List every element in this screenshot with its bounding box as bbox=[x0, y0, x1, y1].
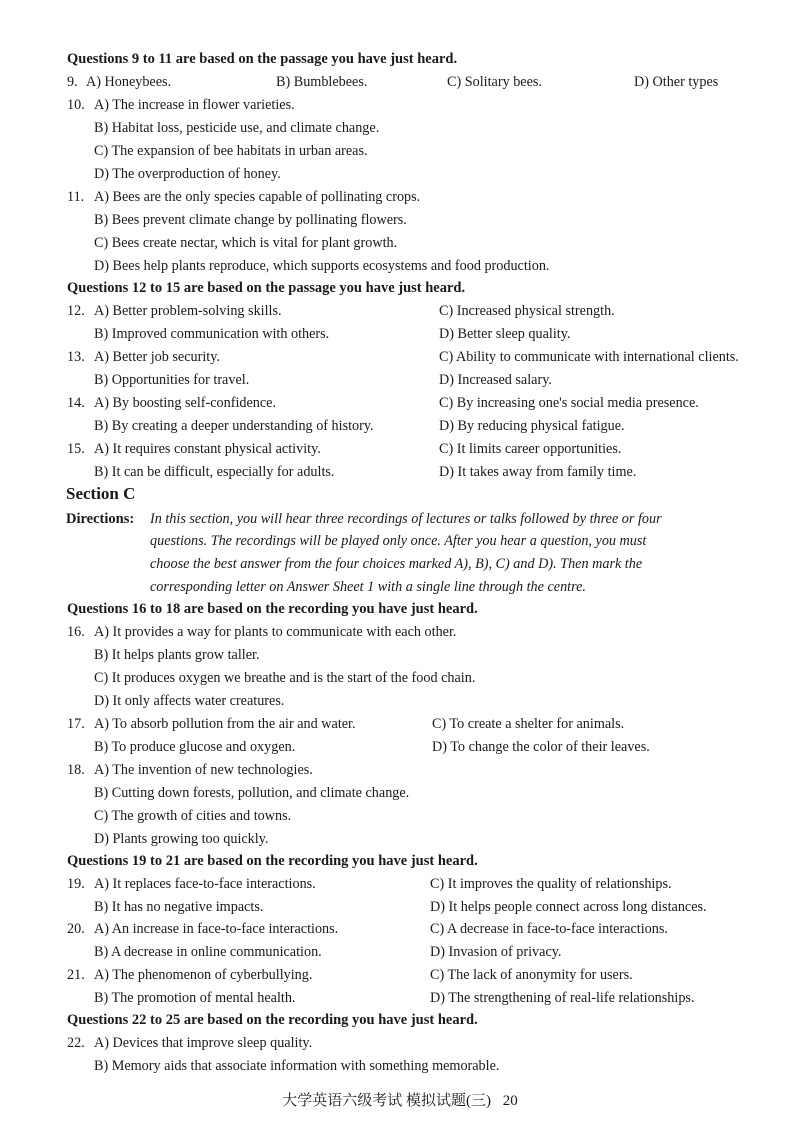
option: B) Opportunities for travel. bbox=[94, 372, 250, 388]
option: C) A decrease in face-to-face interactions. bbox=[430, 921, 668, 937]
group-heading: Questions 16 to 18 are based on the recording you have just heard. bbox=[67, 601, 478, 617]
option: C) Increased physical strength. bbox=[439, 303, 615, 319]
option: B) Habitat loss, pesticide use, and climate change. bbox=[94, 120, 380, 136]
directions-line: questions. The recordings will be played only once. After you hear a question, you must bbox=[150, 533, 647, 549]
option: D) It helps people connect across long distances. bbox=[430, 899, 707, 915]
option: D) Increased salary. bbox=[439, 372, 552, 388]
option: C) The lack of anonymity for users. bbox=[430, 967, 633, 983]
option: D) Better sleep quality. bbox=[439, 326, 571, 342]
option: C) It improves the quality of relationships. bbox=[430, 876, 672, 892]
option: D) It takes away from family time. bbox=[439, 464, 637, 480]
option: D) By reducing physical fatigue. bbox=[439, 418, 625, 434]
option: B) Memory aids that associate information with something memorable. bbox=[94, 1058, 500, 1074]
question-number: 10. bbox=[67, 97, 85, 113]
directions-line: In this section, you will hear three recordings of lectures or talks followed by three or four bbox=[150, 511, 662, 527]
option: B) By creating a deeper understanding of history. bbox=[94, 418, 374, 434]
question-number: 17. bbox=[67, 716, 85, 732]
option: C) The growth of cities and towns. bbox=[94, 808, 292, 824]
option: B) Cutting down forests, pollution, and climate change. bbox=[94, 785, 410, 801]
option: B) Improved communication with others. bbox=[94, 326, 330, 342]
option: A) The phenomenon of cyberbullying. bbox=[94, 967, 313, 983]
page-footer bbox=[0, 1091, 800, 1111]
question-number: 22. bbox=[67, 1035, 85, 1051]
option: A) Honeybees. bbox=[86, 74, 172, 90]
group-heading: Questions 12 to 15 are based on the passage you have just heard. bbox=[67, 280, 466, 296]
question-number: 16. bbox=[67, 624, 85, 640]
option: B) It helps plants grow taller. bbox=[94, 647, 260, 663]
directions-line: corresponding letter on Answer Sheet 1 with a single line through the centre. bbox=[150, 579, 586, 595]
option: C) Ability to communicate with international clients. bbox=[439, 349, 739, 365]
question-number: 20. bbox=[67, 921, 85, 937]
directions-label: Directions: bbox=[66, 511, 135, 527]
option: B) Bees prevent climate change by pollinating flowers. bbox=[94, 212, 407, 228]
option: A) It replaces face-to-face interactions. bbox=[94, 876, 316, 892]
option: B) To produce glucose and oxygen. bbox=[94, 739, 296, 755]
option: B) It has no negative impacts. bbox=[94, 899, 264, 915]
option: A) The increase in flower varieties. bbox=[94, 97, 295, 113]
question-number: 19. bbox=[67, 876, 85, 892]
option: C) Solitary bees. bbox=[447, 74, 542, 90]
question-number: 9. bbox=[67, 74, 78, 90]
option: D) It only affects water creatures. bbox=[94, 693, 285, 709]
group-heading: Questions 22 to 25 are based on the recording you have just heard. bbox=[67, 1012, 478, 1028]
option: A) It provides a way for plants to communicate with each other. bbox=[94, 624, 457, 640]
option: A) To absorb pollution from the air and water. bbox=[94, 716, 356, 732]
option: B) The promotion of mental health. bbox=[94, 990, 296, 1006]
option: D) Bees help plants reproduce, which supports ecosystems and food production. bbox=[94, 258, 550, 274]
question-number: 13. bbox=[67, 349, 85, 365]
option: A) Bees are the only species capable of pollinating crops. bbox=[94, 189, 421, 205]
question-number: 11. bbox=[67, 189, 85, 205]
option: D) Plants growing too quickly. bbox=[94, 831, 269, 847]
option: A) It requires constant physical activity. bbox=[94, 441, 321, 457]
option: C) The expansion of bee habitats in urban areas. bbox=[94, 143, 368, 159]
group-heading: Questions 9 to 11 are based on the passage you have just heard. bbox=[67, 51, 458, 67]
section-title: Section C bbox=[66, 484, 136, 503]
exam-title: 大学英语六级考试 模拟试题(三) bbox=[282, 1093, 491, 1109]
option: B) Bumblebees. bbox=[276, 74, 368, 90]
option: D) The strengthening of real-life relationships. bbox=[430, 990, 695, 1006]
option: D) Other types bbox=[634, 74, 719, 90]
option: C) By increasing one's social media presence. bbox=[439, 395, 699, 411]
option: A) An increase in face-to-face interactions. bbox=[94, 921, 339, 937]
option: A) Better problem-solving skills. bbox=[94, 303, 282, 319]
question-number: 14. bbox=[67, 395, 85, 411]
directions-line: choose the best answer from the four choices marked A), B), C) and D). Then mark the bbox=[150, 556, 643, 572]
option: D) Invasion of privacy. bbox=[430, 944, 562, 960]
option: B) It can be difficult, especially for adults. bbox=[94, 464, 335, 480]
option: C) It limits career opportunities. bbox=[439, 441, 622, 457]
option: A) Devices that improve sleep quality. bbox=[94, 1035, 313, 1051]
option: D) To change the color of their leaves. bbox=[432, 739, 650, 755]
question-number: 12. bbox=[67, 303, 85, 319]
option: D) The overproduction of honey. bbox=[94, 166, 281, 182]
option: C) Bees create nectar, which is vital for plant growth. bbox=[94, 235, 398, 251]
option: B) A decrease in online communication. bbox=[94, 944, 322, 960]
question-number: 15. bbox=[67, 441, 85, 457]
option: C) It produces oxygen we breathe and is the start of the food chain. bbox=[94, 670, 476, 686]
group-heading: Questions 19 to 21 are based on the recording you have just heard. bbox=[67, 853, 478, 869]
option: A) Better job security. bbox=[94, 349, 220, 365]
question-number: 21. bbox=[67, 967, 85, 983]
option: C) To create a shelter for animals. bbox=[432, 716, 625, 732]
page-number: 20 bbox=[502, 1093, 518, 1109]
option: A) The invention of new technologies. bbox=[94, 762, 313, 778]
question-number: 18. bbox=[67, 762, 85, 778]
option: A) By boosting self-confidence. bbox=[94, 395, 277, 411]
